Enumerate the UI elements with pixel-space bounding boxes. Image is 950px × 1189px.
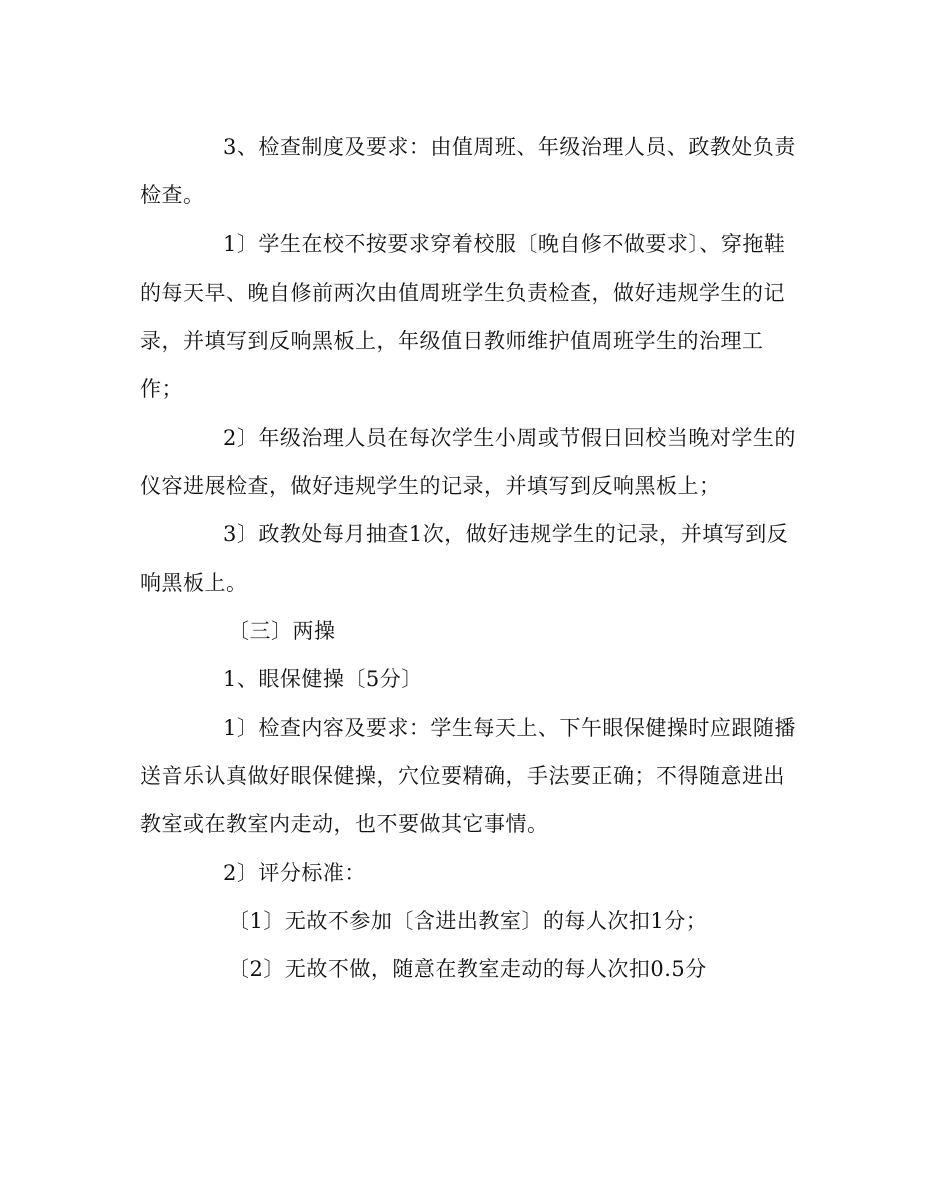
paragraph-line: 送音乐认真做好眼保健操，穴位要精确，手法要正确；不得随意进出	[140, 764, 785, 788]
paragraph-line: 教室或在教室内走动，也不要做其它事情。	[140, 812, 549, 836]
list-item: 〔2〕无故不做，随意在教室走动的每人次扣0.5分	[228, 957, 707, 981]
paragraph-line: 仪容进展检查，做好违规学生的记录，并填写到反响黑板上；	[140, 474, 721, 498]
paragraph-line: 3、检查制度及要求：由值周班、年级治理人员、政教处负责	[223, 135, 796, 159]
subsection-heading: 1、眼保健操〔5分〕	[223, 667, 423, 691]
paragraph-line: 3〕政教处每月抽查1次，做好违规学生的记录，并填写到反	[223, 522, 789, 546]
section-heading: 〔三〕两操	[228, 619, 336, 643]
paragraph-line: 检查。	[140, 183, 205, 207]
list-item: 〔1〕无故不参加〔含进出教室〕的每人次扣1分；	[228, 909, 708, 933]
paragraph-line: 2〕评分标准：	[223, 861, 366, 885]
paragraph-line: 1〕学生在校不按要求穿着校服〔晚自修不做要求〕、穿拖鞋	[223, 232, 786, 256]
paragraph-line: 2〕年级治理人员在每次学生小周或节假日回校当晚对学生的	[223, 426, 796, 450]
paragraph-line: 的每天早、晚自修前两次由值周班学生负责检查，做好违规学生的记	[140, 281, 785, 305]
paragraph-line: 作；	[140, 377, 183, 401]
paragraph-line: 响黑板上。	[140, 571, 248, 595]
paragraph-line: 1〕检查内容及要求：学生每天上、下午眼保健操时应跟随播	[223, 716, 796, 740]
paragraph-line: 录，并填写到反响黑板上，年级值日教师维护值周班学生的治理工	[140, 329, 764, 353]
